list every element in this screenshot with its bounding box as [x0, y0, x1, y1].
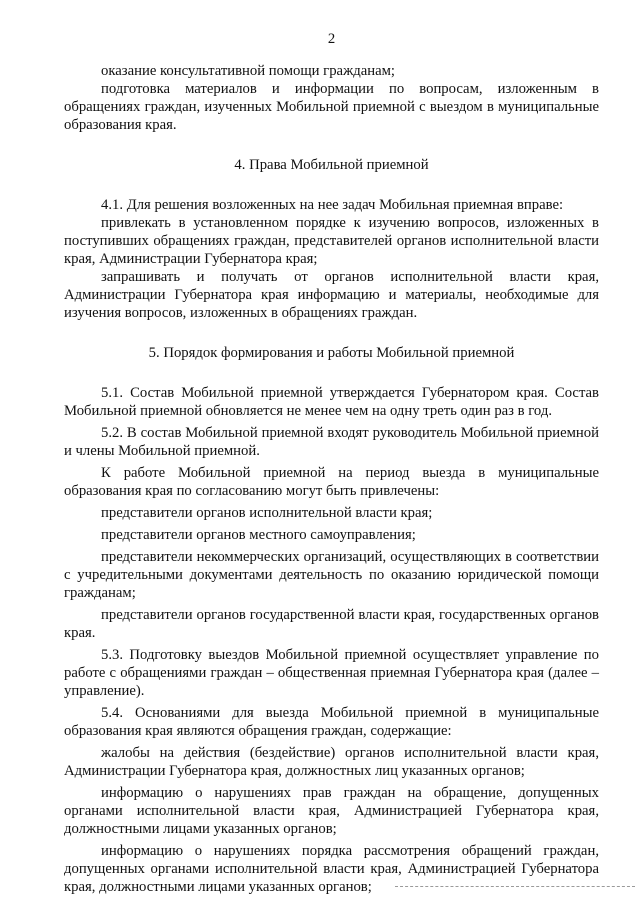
page-number: 2 [327, 31, 336, 47]
paragraph: 4.1. Для решения возложенных на нее задач Мобильная приемная вправе: [101, 197, 564, 213]
section-heading-4: 4. Права Мобильной приемной [234, 157, 429, 173]
paragraph: К работе Мобильной приемной на период выезда в муниципальные образования края по согласованию могут быть привлечены: [64, 465, 599, 499]
paragraph: запрашивать и получать от органов исполнительной власти края, Администрации Губернатора края информацию и материалы, необходимые для изучения вопросов, изложенных в обращениях граждан. [64, 269, 599, 321]
paragraph: информацию о нарушениях порядка рассмотрения обращений граждан, допущенных органами исполнительной власти края, Администрацией Губернатора края, должностными лицами указанных органов; [64, 843, 599, 895]
paragraph: подготовка материалов и информации по вопросам, изложенным в обращениях граждан, изученных Мобильной приемной с выездом в муниципальные образования края. [64, 81, 599, 133]
paragraph: 5.1. Состав Мобильной приемной утверждается Губернатором края. Состав Мобильной приемной обновляется не менее чем на одну треть один раз в год. [64, 385, 599, 419]
paragraph: представители органов государственной власти края, государственных органов края. [64, 607, 599, 641]
section-heading-5: 5. Порядок формирования и работы Мобильной приемной [148, 345, 515, 361]
footer-divider [395, 886, 635, 887]
paragraph: представители некоммерческих организаций, осуществляющих в соответствии с учредительными документами деятельность по оказанию юридической помощи гражданам; [64, 549, 599, 601]
paragraph: 5.3. Подготовку выездов Мобильной приемной осуществляет управление по работе с обращениями граждан – общественная приемная Губернатора края (далее – управление). [64, 647, 599, 699]
paragraph: жалобы на действия (бездействие) органов исполнительной власти края, Администрации Губернатора края, должностных лиц указанных органов; [64, 745, 599, 779]
paragraph: 5.4. Основаниями для выезда Мобильной приемной в муниципальные образования края являются обращения граждан, содержащие: [64, 705, 599, 739]
paragraph: 5.2. В состав Мобильной приемной входят руководитель Мобильной приемной и члены Мобильной приемной. [64, 425, 599, 459]
paragraph: оказание консультативной помощи гражданам; [101, 63, 395, 79]
paragraph: информацию о нарушениях прав граждан на обращение, допущенных органами исполнительной власти края, Администрацией Губернатора края, должностными лицами указанных органов; [64, 785, 599, 837]
paragraph: представители органов исполнительной власти края; [101, 505, 433, 521]
paragraph: представители органов местного самоуправления; [101, 527, 416, 543]
paragraph: привлекать в установленном порядке к изучению вопросов, изложенных в поступивших обращениях граждан, представителей органов исполнительной власти края, Администрации Губернатора края; [64, 215, 599, 267]
